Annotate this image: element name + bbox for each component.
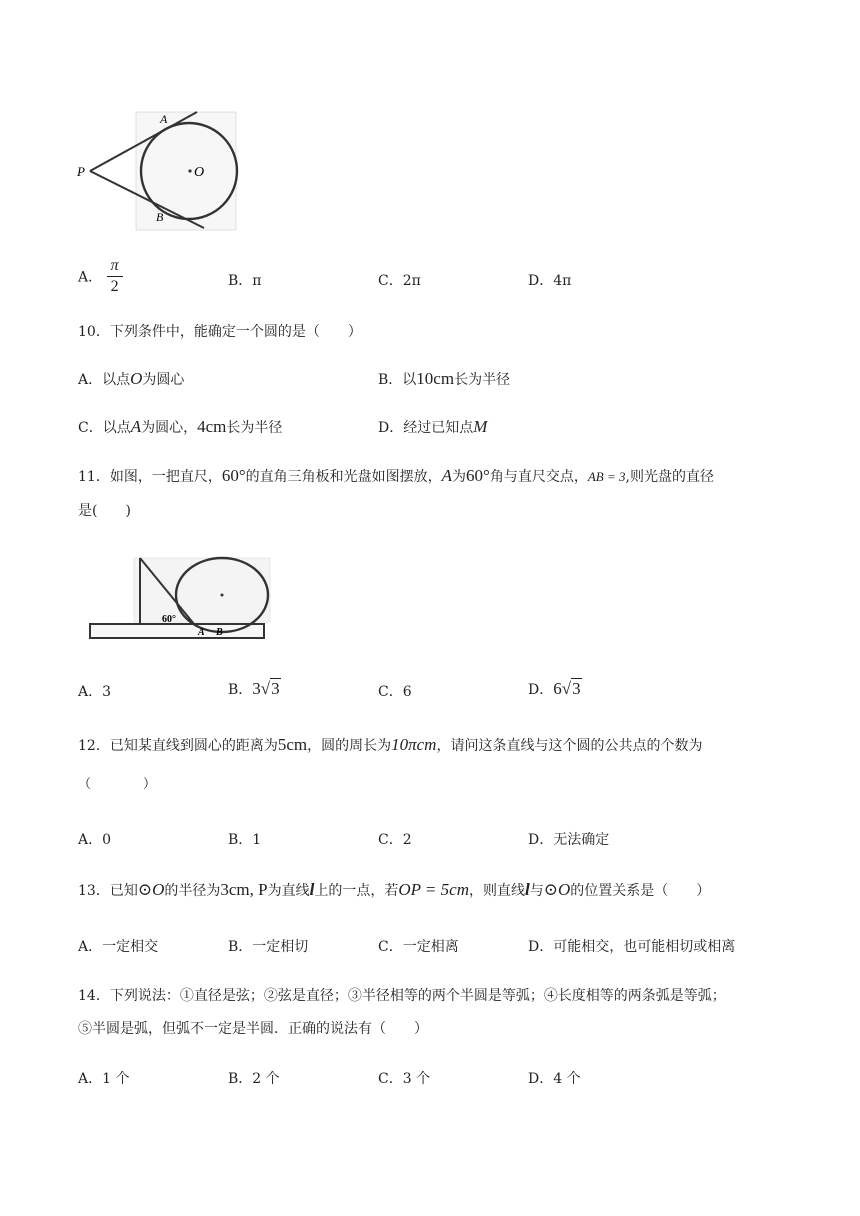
q10-c-var: A bbox=[130, 417, 142, 436]
fraction-numerator: π bbox=[110, 257, 119, 274]
q9-option-b[interactable]: B．π bbox=[228, 273, 262, 289]
q13-s9: ，则直线 bbox=[468, 883, 525, 899]
q13-s5: 为直线 bbox=[267, 883, 310, 899]
q14-stem-line1: 14．下列说法：①直径是弦；②弦是直径；③半径相等的两个半圆是等弧；④长度相等的两条弧是等弧； bbox=[78, 988, 726, 1004]
q9-option-d[interactable]: D．4π bbox=[528, 273, 572, 289]
q11-option-d[interactable] bbox=[528, 679, 582, 699]
q11-option-a[interactable]: A．3 bbox=[78, 684, 112, 700]
center-point bbox=[188, 169, 191, 172]
label-a: A bbox=[198, 627, 205, 638]
q11-s2: 60° bbox=[221, 466, 246, 485]
q10-stem: 10．下列条件中，能确定一个圆的是（ ） bbox=[78, 324, 362, 340]
q10-b-pre: B．以 bbox=[378, 372, 417, 388]
q10-c-pre: C．以点 bbox=[78, 420, 131, 436]
q10-d-pre: D．经过已知点 bbox=[378, 420, 474, 436]
q14-stem-line2: ⑤半圆是弧，但弧不一定是半圆．正确的说法有（ ） bbox=[78, 1021, 428, 1037]
label-p: P bbox=[77, 164, 85, 179]
q12-s1: 12．已知某直线到圆心的距离为 bbox=[78, 738, 278, 754]
q13-s8: OP = 5cm bbox=[398, 880, 469, 899]
q10-option-a[interactable] bbox=[78, 369, 184, 389]
q11-d-pre: D． bbox=[528, 682, 554, 698]
q10-d-var: M bbox=[473, 417, 488, 436]
q11-d-radical: 6√3 bbox=[553, 679, 581, 698]
q13-option-b[interactable]: B．一定相切 bbox=[228, 939, 309, 955]
label-b: B bbox=[156, 210, 164, 224]
q13-option-d[interactable]: D．可能相交，也可能相切或相离 bbox=[528, 939, 736, 955]
q13-s1: 13．已知 bbox=[78, 883, 138, 899]
q11-stem-line2: 是( ) bbox=[78, 503, 131, 519]
q12-option-b[interactable]: B．1 bbox=[228, 832, 262, 848]
q13-stem bbox=[78, 880, 710, 900]
q9-option-a-fraction bbox=[107, 258, 123, 295]
q13-option-c[interactable]: C．一定相离 bbox=[378, 939, 459, 955]
q11-s3: 的直角三角板和光盘如图摆放， bbox=[245, 469, 442, 485]
q11-b-radical: 3√3 bbox=[252, 679, 280, 698]
q12-option-a[interactable]: A．0 bbox=[78, 832, 112, 848]
q11-s7: 角与直尺交点， bbox=[489, 469, 588, 485]
q14-option-c[interactable]: C．3 个 bbox=[378, 1071, 431, 1087]
label-b: B bbox=[216, 627, 223, 638]
q10-c-mid: 为圆心， bbox=[141, 420, 198, 436]
q13-s2: ⊙O bbox=[137, 880, 165, 899]
tangent-circle-figure bbox=[76, 110, 240, 232]
q13-s12: ⊙O bbox=[543, 880, 571, 899]
label-o: O bbox=[194, 165, 205, 180]
q10-option-c[interactable] bbox=[78, 417, 282, 437]
q11-s4: A bbox=[441, 466, 453, 485]
q12-stem-line2: （ ） bbox=[78, 777, 157, 792]
q11-option-c[interactable]: C．6 bbox=[378, 684, 412, 700]
q13-s10: l bbox=[524, 880, 530, 899]
q12-s2: 5cm bbox=[277, 735, 308, 754]
q14-option-b[interactable]: B．2 个 bbox=[228, 1071, 280, 1087]
label-60: 60° bbox=[162, 614, 176, 625]
disc-center bbox=[221, 594, 224, 597]
q11-d-radicand: 3 bbox=[572, 679, 581, 698]
label-a: A bbox=[160, 112, 168, 126]
q13-s13: 的位置关系是（ ） bbox=[570, 883, 711, 899]
q10-a-pre: A．以点 bbox=[78, 372, 131, 388]
q13-s4: 3cm, P bbox=[220, 880, 268, 899]
q11-s6: 60° bbox=[466, 466, 490, 485]
q12-option-c[interactable]: C．2 bbox=[378, 832, 412, 848]
q14-option-d[interactable]: D．4 个 bbox=[528, 1071, 581, 1087]
q11-b-radicand: 3 bbox=[271, 679, 280, 698]
q12-option-d[interactable]: D．无法确定 bbox=[528, 832, 610, 848]
q9-option-a[interactable] bbox=[78, 258, 123, 295]
q12-s5: ，请问这条直线与这个圆的公共点的个数为 bbox=[436, 738, 703, 754]
q11-b-coef: 3 bbox=[252, 679, 261, 698]
q13-s7: 上的一点，若 bbox=[314, 883, 399, 899]
q11-s1: 11．如图，一把直尺， bbox=[78, 469, 222, 485]
fraction-bar bbox=[107, 276, 123, 277]
q11-option-b[interactable] bbox=[228, 679, 281, 699]
q10-c-val: 4cm bbox=[197, 417, 227, 436]
q10-b-post: 长为半径 bbox=[454, 372, 511, 388]
q11-b-pre: B． bbox=[228, 682, 253, 698]
q12-s3: ，圆的周长为 bbox=[307, 738, 392, 754]
q11-stem-line1 bbox=[78, 466, 714, 486]
q11-d-coef: 6 bbox=[553, 679, 562, 698]
q10-a-post: 为圆心 bbox=[142, 372, 185, 388]
q13-s11: 与 bbox=[529, 883, 544, 899]
q13-s6: l bbox=[309, 880, 315, 899]
q10-option-b[interactable] bbox=[378, 369, 510, 389]
q12-stem-line1 bbox=[78, 735, 702, 755]
q11-s5: 为 bbox=[452, 469, 467, 485]
q10-option-d[interactable] bbox=[378, 417, 487, 437]
q10-c-post: 长为半径 bbox=[226, 420, 283, 436]
q14-option-a[interactable]: A．1 个 bbox=[78, 1071, 130, 1087]
q9-option-a-prefix: A． bbox=[78, 269, 103, 286]
q9-option-c[interactable]: C．2π bbox=[378, 273, 421, 289]
ruler-triangle-disc-figure bbox=[82, 556, 272, 644]
q12-s4: 10πcm bbox=[391, 735, 437, 754]
fraction-denominator: 2 bbox=[110, 278, 119, 295]
q11-s9: ,则光盘的直径 bbox=[625, 469, 714, 485]
q11-s8: AB = 3 bbox=[587, 469, 626, 484]
q10-b-val: 10cm bbox=[416, 369, 455, 388]
q13-s3: 的半径为 bbox=[164, 883, 221, 899]
q13-option-a[interactable]: A．一定相交 bbox=[78, 939, 159, 955]
q10-a-var: O bbox=[130, 369, 143, 388]
